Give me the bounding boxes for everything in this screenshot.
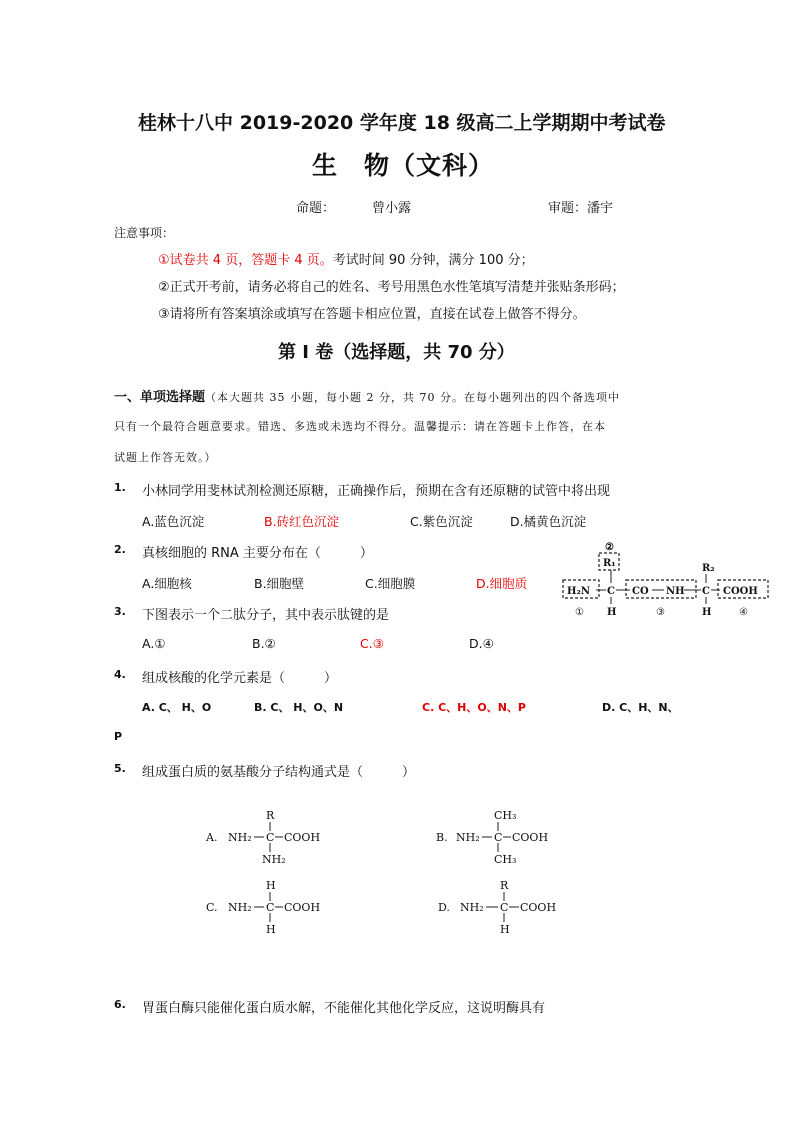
amino-b-label: B. — [436, 831, 448, 844]
question-2-option-d: D.细胞质 — [476, 576, 528, 591]
notice-item-2: ②正式开考前，请务必将自己的姓名、考号用黑色水性笔填写清楚并张贴条形码； — [158, 280, 625, 295]
amino-a-r: R — [266, 809, 275, 822]
question-3-option-d: D.④ — [469, 636, 494, 651]
question-6-number: 6. — [114, 998, 126, 1011]
dipeptide-nh: NH — [666, 586, 685, 597]
dipeptide-diagram — [560, 538, 772, 620]
question-4-option-d-wrap: P — [114, 730, 123, 743]
question-3-option-c: C.③ — [360, 636, 384, 651]
dipeptide-h1: H — [607, 607, 617, 618]
dipeptide-circle-2: ② — [605, 542, 614, 553]
dipeptide-r2: R₂ — [702, 563, 715, 574]
amino-c-label: C. — [206, 901, 218, 914]
question-2-text: 真核细胞的 RNA 主要分布在（ ） — [142, 546, 373, 561]
amino-b-nh2: NH₂ — [456, 831, 480, 844]
dipeptide-cooh: COOH — [723, 586, 758, 597]
amino-b-cooh: COOH — [512, 831, 549, 844]
notice-item-3: ③请将所有答案填涂或填写在答题卡相应位置，直接在试卷上做答不得分。 — [158, 307, 586, 322]
question-4-option-a: A. C、 H、O — [142, 701, 212, 714]
question-1-text: 小林同学用斐林试剂检测还原糖，正确操作后，预期在含有还原糖的试管中将出现 — [142, 484, 611, 499]
question-4-text: 组成核酸的化学元素是（ ） — [142, 671, 338, 686]
dipeptide-c1: C — [607, 586, 615, 597]
amino-d-cooh: COOH — [520, 901, 557, 914]
amino-a-c: C — [266, 831, 275, 844]
notice-item-1-red: ①试卷共 4 页，答题卡 4 页。 — [158, 253, 333, 268]
dipeptide-label-1: ① — [575, 607, 584, 618]
author-name: 曾小露 — [372, 201, 412, 216]
subject-title: 生 物（文科） — [312, 151, 495, 180]
amino-b-c: C — [494, 831, 503, 844]
question-2-number: 2. — [114, 543, 126, 556]
question-2-option-a: A.细胞核 — [142, 576, 192, 591]
amino-acid-structures — [200, 805, 580, 940]
amino-a-label: A. — [206, 831, 218, 844]
question-5-text: 组成蛋白质的氨基酸分子结构通式是（ ） — [142, 765, 416, 780]
notice-item-1 — [158, 249, 534, 268]
amino-c-c: C — [266, 901, 275, 914]
dipeptide-h2: H — [702, 607, 712, 618]
question-1-option-a: A.蓝色沉淀 — [142, 514, 205, 529]
amino-a-nh2: NH₂ — [228, 831, 252, 844]
question-1-option-d: D.橘黄色沉淀 — [510, 514, 587, 529]
dipeptide-c2: C — [702, 586, 710, 597]
question-5-number: 5. — [114, 762, 126, 775]
dipeptide-label-4: ④ — [739, 607, 748, 618]
question-4-option-b: B. C、 H、O、N — [254, 701, 344, 714]
author-label: 命题： — [296, 201, 336, 216]
amino-b-ch3-bottom: CH₃ — [494, 853, 517, 866]
dipeptide-co: CO — [632, 586, 649, 597]
question-1-number: 1. — [114, 481, 126, 494]
question-1-option-c: C.紫色沉淀 — [410, 514, 473, 529]
exam-title: 桂林十八中 2019-2020 学年度 18 级高二上学期期中考试卷 — [138, 112, 666, 134]
amino-c-cooh: COOH — [284, 901, 321, 914]
question-3-option-a: A.① — [142, 636, 166, 651]
amino-d-nh2: NH₂ — [460, 901, 484, 914]
reviewer: 审题：潘宇 — [548, 201, 614, 216]
amino-d-r: R — [500, 879, 509, 892]
amino-d-h: H — [500, 923, 510, 936]
part1-heading: 一、单项选择题 — [114, 390, 206, 405]
amino-a-bottom: NH₂ — [262, 853, 286, 866]
section-title: 第 I 卷（选择题，共 70 分） — [278, 342, 515, 363]
notice-heading: 注意事项： — [114, 226, 175, 240]
question-2-option-b: B.细胞壁 — [254, 576, 305, 591]
question-3-number: 3. — [114, 605, 126, 618]
question-2-option-c: C.细胞膜 — [365, 576, 416, 591]
part1-instr-1: （本大题共 35 小题，每小题 2 分，共 70 分。在每小题列出的四个备选项中 — [205, 391, 620, 404]
amino-c-h-bottom: H — [266, 923, 276, 936]
dipeptide-h2n: H₂N — [567, 586, 590, 597]
amino-d-c: C — [500, 901, 509, 914]
question-3-option-b: B.② — [252, 636, 276, 651]
part1-instr-3: 试题上作答无效。） — [114, 451, 217, 464]
question-4-option-d: D. C、H、N、 — [602, 701, 679, 714]
question-6-text: 胃蛋白酶只能催化蛋白质水解，不能催化其他化学反应，这说明酶具有 — [142, 1001, 546, 1016]
amino-a-cooh: COOH — [284, 831, 321, 844]
amino-d-label: D. — [438, 901, 450, 914]
notice-item-1-rest: 考试时间 90 分钟，满分 100 分； — [332, 253, 534, 268]
question-1-option-b: B.砖红色沉淀 — [264, 514, 340, 529]
question-3-text: 下图表示一个二肽分子，其中表示肽键的是 — [142, 608, 390, 623]
question-4-number: 4. — [114, 668, 126, 681]
part1-instructions-line1 — [114, 386, 620, 405]
amino-c-nh2: NH₂ — [228, 901, 252, 914]
question-4-option-c: C. C、H、O、N、P — [422, 701, 526, 714]
part1-instr-2: 只有一个最符合题意要求。错选、多选或未选均不得分。温馨提示：请在答题卡上作答，在本 — [114, 420, 606, 433]
dipeptide-r1: R₁ — [603, 558, 616, 569]
amino-b-ch3-top: CH₃ — [494, 809, 517, 822]
amino-c-h-top: H — [266, 879, 276, 892]
dipeptide-label-3: ③ — [656, 607, 665, 618]
